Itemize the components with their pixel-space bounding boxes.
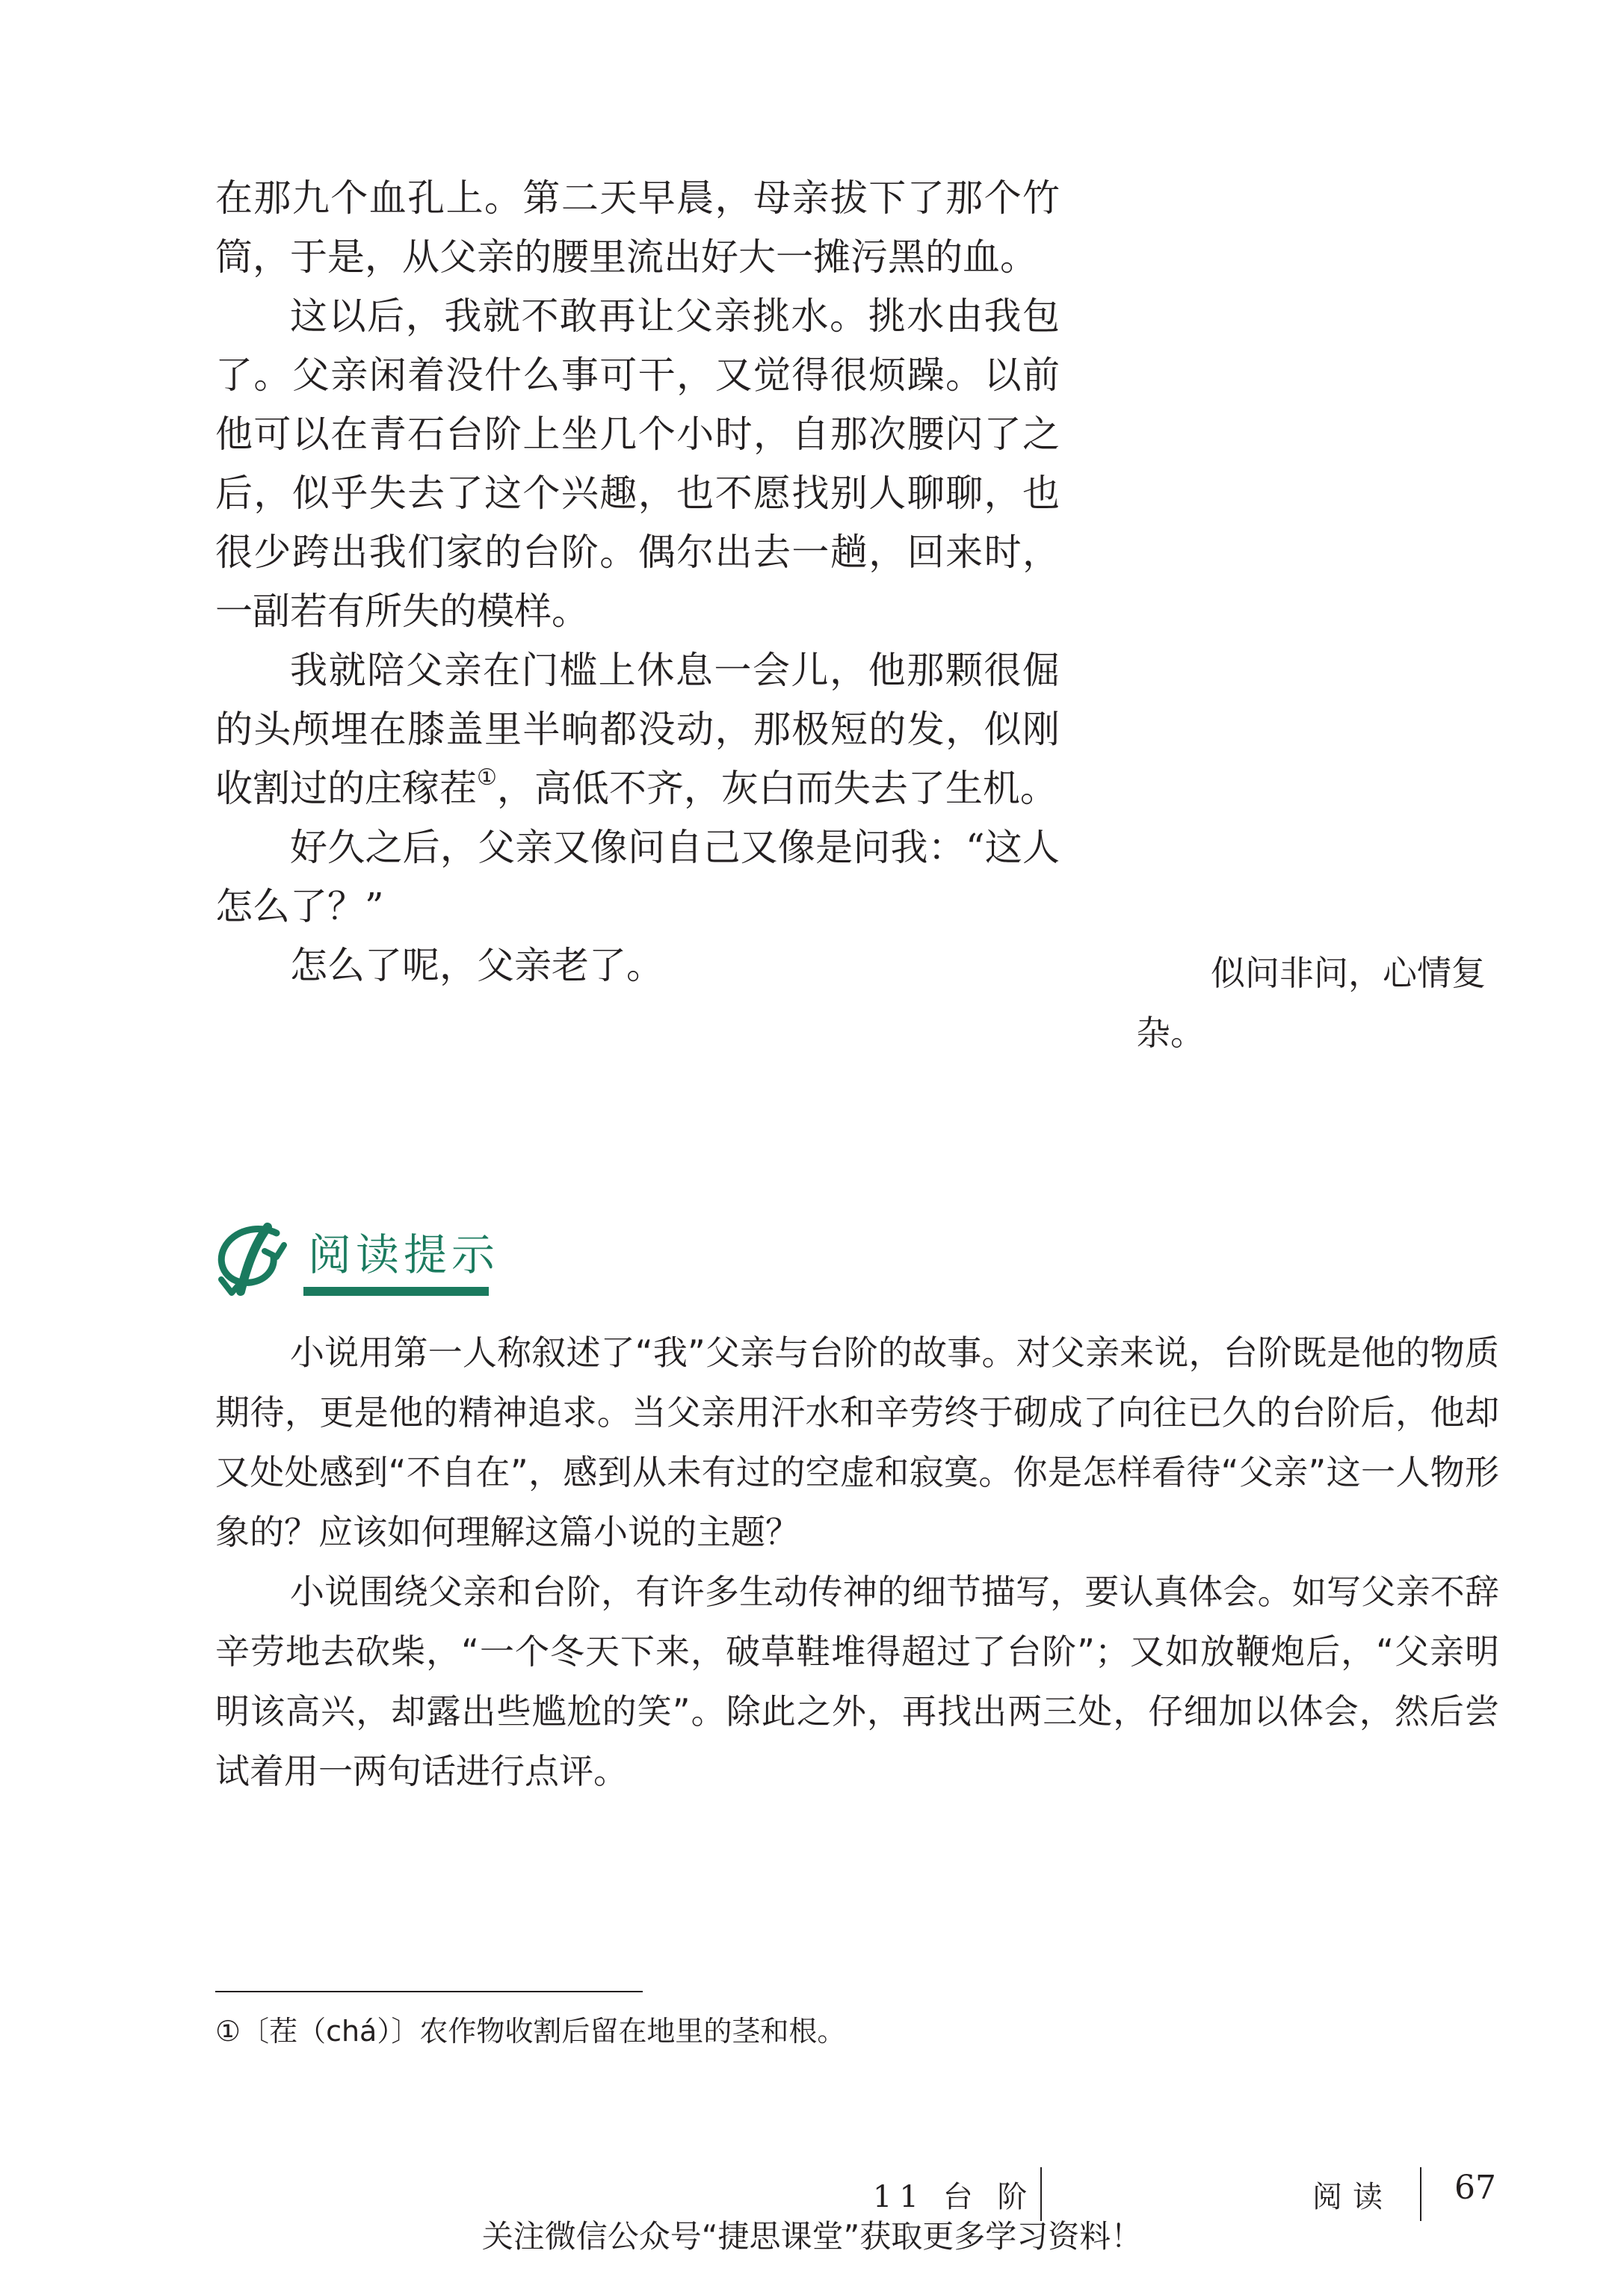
reading-tips-header [211,1223,510,1297]
paragraph: 在那九个血孔上。第二天早晨，母亲拔下了那个竹筒，于是，从父亲的腰里流出好大一摊污黑的血。 [215,176,1060,279]
paragraph: 小说围绕父亲和台阶，有许多生动传神的细节描写，要认真体会。如写父亲不辞辛劳地去砍柴，“一个冬天下来，破草鞋堆得超过了台阶”；又如放鞭炮后，“父亲明明该高兴，却露出些尴尬的笑”。除此之外，再找出两三处，仔细加以体会，然后尝试着用一两句话进行点评。 [215,1572,1499,1791]
reading-tips-text [215,1323,1499,1801]
footnote-divider [215,1991,643,1992]
paragraph-text: ，高低不齐，灰白而失去了生机。 [496,767,1058,810]
paragraph: 怎么了呢，父亲老了。 [290,944,664,987]
page-number: 67 [1454,2169,1496,2207]
paragraph: 小说用第一人称叙述了“我”父亲与台阶的故事。对父亲来说，台阶既是他的物质期待，更是他的精神追求。当父亲用汗水和辛劳终于砌成了向往已久的台阶后，他却又处处感到“不自在”，感到从未有过的空虚和寂寞。你是怎样看待“父亲”这一人物形象的？应该如何理解这篇小说的主题？ [215,1332,1499,1552]
reading-tip-icon [211,1223,299,1297]
annotation-text: 似问非问，心情复杂。 [1136,953,1486,1053]
title-underline [303,1287,489,1296]
paragraph [215,641,1060,818]
running-title: 11 台 阶 [873,2180,1035,2214]
section-title: 阅读提示 [308,1229,500,1280]
footnote-reference[interactable]: ① [477,765,497,791]
margin-annotation [1136,943,1495,1063]
footnote: ①〔茬（chá）〕农作物收割后留在地里的茎和根。 [215,2015,846,2048]
paragraph: 好久之后，父亲又像问自己又像是问我：“这人怎么了？” [215,826,1060,928]
paragraph: 这以后，我就不敢再让父亲挑水。挑水由我包了。父亲闲着没什么事可干，又觉得很烦躁。以前他可以在青石台阶上坐几个小时，自那次腰闪了之后，似乎失去了这个兴趣，也不愿找别人聊聊，也很少跨出我们家的台阶。偶尔出去一趟，回来时，一副若有所失的模样。 [215,294,1060,633]
section-label: 阅读 [1312,2180,1393,2214]
promo-text: 关注微信公众号“捷思课堂”获取更多学习资料！ [481,2218,1143,2255]
story-text [215,169,1060,995]
paragraph-text: 我就陪父亲在门槛上休息一会儿，他那颗很倔的头颅埋在膝盖里半晌都没动，那极短的发，似刚收割过的庄稼茬 [215,649,1060,810]
